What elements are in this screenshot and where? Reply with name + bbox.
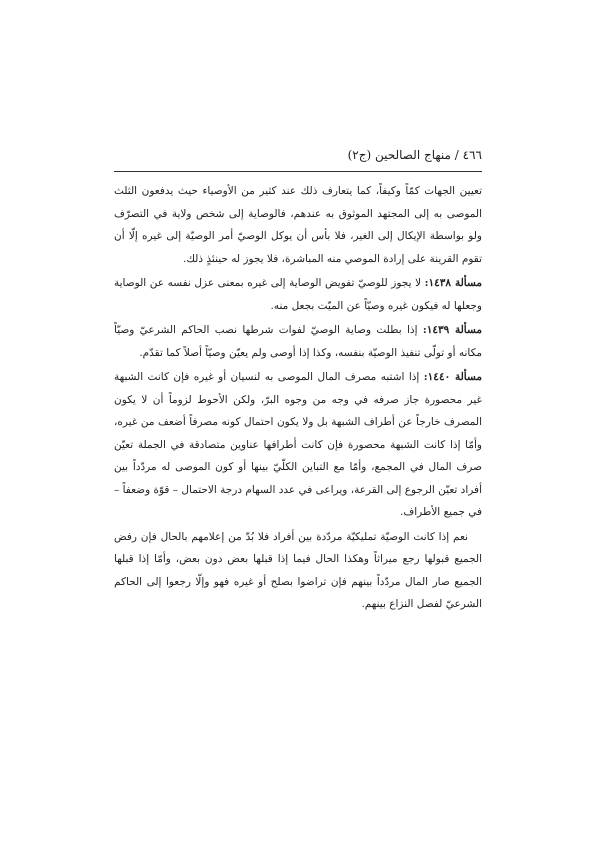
paragraph-text: إذا بطلت وصاية الوصيّ لفوات شرطها نصب الحاكم الشرعيّ وصيّاً مكانه أو تولّى تنفيذ الوصيّة بنفسه، وكذا إذا أوصى ولم يعيّن وصيّاً أصلاً كما تقدّم. <box>114 324 482 359</box>
running-header <box>114 146 482 164</box>
paragraph-continuation <box>114 180 482 270</box>
paragraph-text: لا يجوز للوصيّ تفويض الوصاية إلى غيره بمعنى عزل نفسه عن الوصاية وجعلها له فيكون غيره وصيّاً عن الميّت بجعل منه. <box>114 277 482 312</box>
issue-1439 <box>114 319 482 364</box>
issue-label: مسألة ١٤٣٩: <box>422 324 482 336</box>
header-rule <box>114 171 482 172</box>
paragraph-text: إذا اشتبه مصرف المال الموصى به لنسيان أو غيره فإن كانت الشبهة غير محصورة جاز صرفه في وجه من وجوه البرّ، ولكن الأحوط لزوماً أن لا يكون المصرف خارجاً عن أطراف الشبهة بل ولا يكون احتمال كونه مصرفاً أضعف من غيره، وأمّا إذا كانت الشبهة محصورة فإن كانت أطرافها عناوين متصادقة في الجملة تعيّن صرف المال في المجمع، وأمّا مع التباين الكلّيّ بينها أو كون الموصى له مردّداً بين أفراد تعيّن الرجوع إلى القرعة، ويراعى في عدد السهام درجة الاحتمال – قوّة وضعفاً – في جميع الأطراف. <box>114 371 482 518</box>
body-text <box>114 180 482 618</box>
issue-1438 <box>114 272 482 317</box>
book-title: منهاج الصالحين (ج٢) <box>347 148 451 162</box>
issue-label: مسألة ١٤٤٠: <box>423 371 482 383</box>
issue-label: مسألة ١٤٣٨: <box>424 277 482 289</box>
page-number: ٤٦٦ <box>462 148 482 162</box>
issue-1440 <box>114 366 482 524</box>
paragraph-text: تعيين الجهات كمّاً وكيفاً، كما يتعارف ذلك عند كثير من الأوصياء حيث يدفعون الثلث الموصى به إلى المجتهد الموثوق به عندهم، فالوصاية إلى شخص ولاية في التصرّف ولو بواسطة الإيكال إلى الغير، فلا بأس أن يوكل الوصيّ أمر الوصيّة إلى غيره إلّا أن تقوم القرينة على إرادة الموصي منه المباشرة، فلا يجوز له حينئذٍ ذلك. <box>114 185 482 265</box>
header-separator: / <box>454 148 459 162</box>
paragraph-note <box>114 526 482 616</box>
paragraph-text: نعم إذا كانت الوصيّة تمليكيّة مردّدة بين أفراد فلا بُدّ من إعلامهم بالحال فإن رفض الجميع قبولها رجع ميراثاً وهكذا الحال فيما إذا قبلها بعض دون بعض، وأمّا إذا قبلها الجميع صار المال مردّداً بينهم فإن تراضوا بصلح أو غيره فهو وإلّا رجعوا إلى الحاكم الشرعيّ لفصل النزاع بينهم. <box>114 530 482 610</box>
